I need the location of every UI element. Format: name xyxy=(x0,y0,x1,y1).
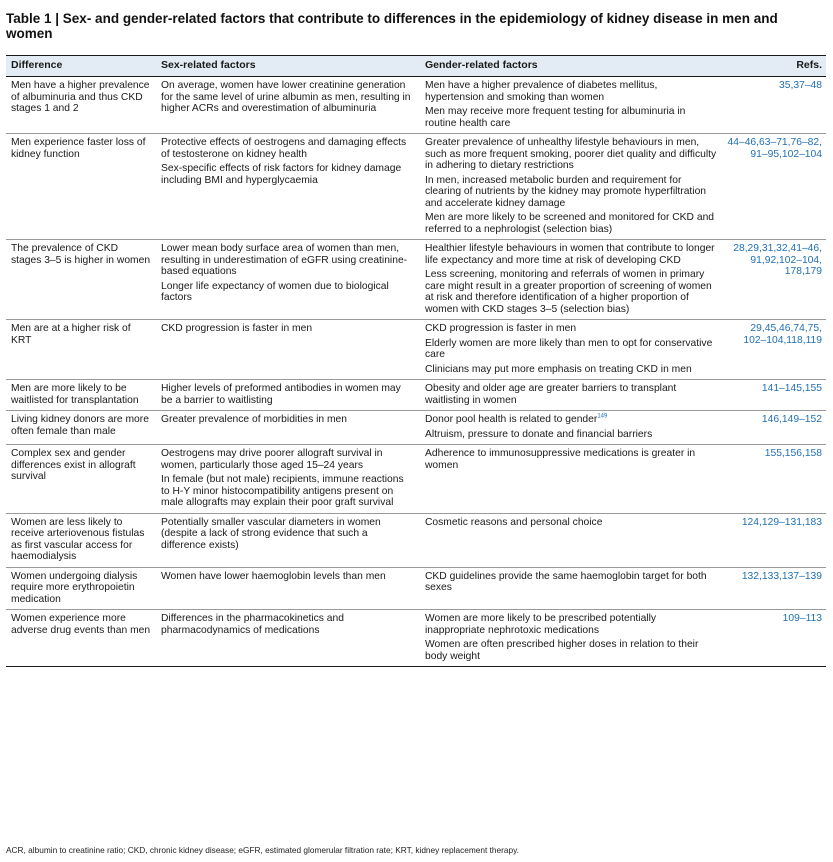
cell-gender-factors xyxy=(420,513,722,567)
gender-factor-item xyxy=(425,338,717,361)
sex-factor-text: CKD progression is faster in men xyxy=(161,323,313,334)
cell-refs-link[interactable]: 141–145,155 xyxy=(722,380,826,411)
gender-factor-text: Clinicians may put more emphasis on treating CKD in men xyxy=(425,363,692,375)
cell-difference: Men experience faster loss of kidney function xyxy=(6,134,156,240)
table-row xyxy=(6,240,826,320)
cell-refs-link[interactable]: 28,29,31,32,41–46, 91,92,102–104, 178,179 xyxy=(722,240,826,320)
table-row xyxy=(6,610,826,667)
cell-gender-factors xyxy=(420,134,722,240)
gender-factor-item xyxy=(425,571,717,594)
gender-factor-text: Men may receive more frequent testing for albuminuria in routine health care xyxy=(425,106,686,129)
table-row xyxy=(6,513,826,567)
gender-factor-item xyxy=(425,137,717,172)
cell-refs-link[interactable]: 124,129–131,183 xyxy=(722,513,826,567)
gender-factor-text: Women are often prescribed higher doses in relation to their body weight xyxy=(425,639,699,662)
sex-factor-text: Oestrogens may drive poorer allograft survival in women, particularly those aged 15–24 years xyxy=(161,448,383,471)
sex-factor-text: Protective effects of oestrogens and damaging effects of testosterone on kidney health xyxy=(161,137,407,160)
table-row xyxy=(6,445,826,514)
sex-factor-item xyxy=(161,448,415,471)
gender-factor-item xyxy=(425,448,717,471)
footnote: ACR, albumin to creatinine ratio; CKD, chronic kidney disease; eGFR, estimated glomerular filtration rate; KRT, kidney replacement therapy. xyxy=(6,845,519,855)
cell-sex-factors xyxy=(156,411,420,445)
gender-factor-item xyxy=(425,517,717,529)
sex-factor-item xyxy=(161,323,415,335)
cell-refs-link[interactable]: 35,37–48 xyxy=(722,77,826,134)
cell-gender-factors xyxy=(420,320,722,380)
cell-refs-link[interactable]: 132,133,137–139 xyxy=(722,567,826,610)
cell-refs-link[interactable]: 29,45,46,74,75, 102–104,118,119 xyxy=(722,320,826,380)
sex-factor-text: Differences in the pharmacokinetics and pharmacodynamics of medications xyxy=(161,613,344,636)
table-title: Table 1 | Sex- and gender-related factors that contribute to differences in the epidemiology of kidney disease in men and women xyxy=(6,11,778,41)
data-table xyxy=(6,55,826,667)
gender-factor-text: In men, increased metabolic burden and requirement for clearing of nutrients by the kidney may promote hyperfiltration and accelerate kidney damage xyxy=(425,174,707,209)
gender-factor-text: Greater prevalence of unhealthy lifestyle behaviours in men, such as more frequent smoking, poorer diet quality and difficulty in adhering to dietary restrictions xyxy=(425,137,717,171)
cell-gender-factors xyxy=(420,411,722,445)
sex-factor-text: Lower mean body surface area of women than men, resulting in underestimation of eGFR using creatinine-based equations xyxy=(161,243,408,277)
cell-gender-factors xyxy=(420,380,722,411)
sex-factor-text: Potentially smaller vascular diameters in women (despite a lack of strong evidence that such a difference exists) xyxy=(161,516,381,551)
gender-factor-item xyxy=(425,323,717,335)
gender-factor-item xyxy=(425,243,717,266)
cell-gender-factors xyxy=(420,445,722,514)
gender-factor-item xyxy=(425,383,717,406)
sex-factor-text: In female (but not male) recipients, immune reactions to H-Y minor histocompatibility antigens present on male allografts may explain their poor graft survival xyxy=(161,474,404,508)
table-row xyxy=(6,380,826,411)
cell-refs-link[interactable]: 44–46,63–71,76–82, 91–95,102–104 xyxy=(722,134,826,240)
gender-factor-item xyxy=(425,613,717,636)
table-body xyxy=(6,77,826,667)
gender-factor-item xyxy=(425,364,717,376)
sex-factor-item xyxy=(161,243,415,278)
cell-difference: Men are more likely to be waitlisted for transplantation xyxy=(6,380,156,411)
gender-factor-text: Altruism, pressure to donate and financial barriers xyxy=(425,428,653,440)
cell-sex-factors xyxy=(156,610,420,667)
table-row xyxy=(6,77,826,134)
gender-factor-text: CKD guidelines provide the same haemoglobin target for both sexes xyxy=(425,570,707,593)
cell-difference: Women are less likely to receive arteriovenous fistulas as first vascular access for haemodialysis xyxy=(6,513,156,567)
table-header xyxy=(6,56,826,77)
sex-factor-item xyxy=(161,80,415,115)
gender-factor-text: Men have a higher prevalence of diabetes mellitus, hypertension and smoking than women xyxy=(425,80,658,103)
sex-factor-item xyxy=(161,383,415,406)
gender-factor-text: Less screening, monitoring and referrals of women in primary care might result in a greater proportion of screening of women at risk and therefore identification of a higher proportion of women with CKD stages 3–5 (selection bias) xyxy=(425,269,712,315)
gender-factor-text: Elderly women are more likely than men to opt for conservative care xyxy=(425,337,713,360)
header-refs: Refs. xyxy=(722,56,826,77)
sex-factor-item xyxy=(161,137,415,160)
gender-factor-text: Men are more likely to be screened and monitored for CKD and referred to a nephrologist (selection bias) xyxy=(425,212,715,235)
cell-sex-factors xyxy=(156,240,420,320)
gender-factor-item xyxy=(425,80,717,103)
gender-factor-item xyxy=(425,414,717,426)
gender-factor-text: Donor pool health is related to gender xyxy=(425,414,598,425)
sex-factor-text: Longer life expectancy of women due to biological factors xyxy=(161,280,389,303)
cell-gender-factors xyxy=(420,240,722,320)
sex-factor-item xyxy=(161,517,415,552)
gender-factor-item xyxy=(425,429,717,441)
gender-factor-item xyxy=(425,106,717,129)
gender-factor-text: Healthier lifestyle behaviours in women that contribute to longer life expectancy and more time at risk of developing CKD xyxy=(425,243,715,266)
gender-factor-item xyxy=(425,269,717,315)
table-row xyxy=(6,320,826,380)
cell-difference: Women experience more adverse drug events than men xyxy=(6,610,156,667)
header-sex-factors: Sex-related factors xyxy=(156,56,420,77)
header-gender-factors: Gender-related factors xyxy=(420,56,722,77)
reference-superscript-link[interactable]: 149 xyxy=(597,413,608,420)
header-difference: Difference xyxy=(6,56,156,77)
cell-sex-factors xyxy=(156,77,420,134)
sex-factor-item xyxy=(161,281,415,304)
sex-factor-item xyxy=(161,474,415,509)
gender-factor-item xyxy=(425,212,717,235)
cell-refs-link[interactable]: 146,149–152 xyxy=(722,411,826,445)
cell-gender-factors xyxy=(420,77,722,134)
sex-factor-item xyxy=(161,163,415,186)
cell-sex-factors xyxy=(156,320,420,380)
cell-difference: Men are at a higher risk of KRT xyxy=(6,320,156,380)
sex-factor-text: On average, women have lower creatinine generation for the same level of urine albumin as men, resulting in higher ACRs and overestimation of albuminuria xyxy=(161,80,411,114)
cell-gender-factors xyxy=(420,610,722,667)
gender-factor-item xyxy=(425,639,717,662)
sex-factor-item xyxy=(161,613,415,636)
cell-difference: Men have a higher prevalence of albuminuria and thus CKD stages 1 and 2 xyxy=(6,77,156,134)
table-row xyxy=(6,134,826,240)
gender-factor-item xyxy=(425,175,717,210)
cell-sex-factors xyxy=(156,445,420,514)
cell-sex-factors xyxy=(156,134,420,240)
gender-factor-text: Cosmetic reasons and personal choice xyxy=(425,516,603,528)
sex-factor-text: Women have lower haemoglobin levels than men xyxy=(161,570,386,582)
sex-factor-text: Greater prevalence of morbidities in men xyxy=(161,414,348,425)
cell-difference: The prevalence of CKD stages 3–5 is higher in women xyxy=(6,240,156,320)
table-row xyxy=(6,567,826,610)
sex-factor-text: Sex-specific effects of risk factors for kidney damage including BMI and hyperglycaemia xyxy=(161,163,402,186)
cell-sex-factors xyxy=(156,380,420,411)
cell-refs-link[interactable]: 155,156,158 xyxy=(722,445,826,514)
cell-difference: Women undergoing dialysis require more erythropoietin medication xyxy=(6,567,156,610)
sex-factor-item xyxy=(161,571,415,583)
cell-sex-factors xyxy=(156,567,420,610)
cell-difference: Complex sex and gender differences exist in allograft survival xyxy=(6,445,156,514)
gender-factor-text: CKD progression is faster in men xyxy=(425,323,577,334)
gender-factor-text: Women are more likely to be prescribed potentially inappropriate nephrotoxic medications xyxy=(425,613,657,636)
cell-gender-factors xyxy=(420,567,722,610)
gender-factor-text: Adherence to immunosuppressive medications is greater in women xyxy=(425,448,696,471)
cell-refs-link[interactable]: 109–113 xyxy=(722,610,826,667)
cell-sex-factors xyxy=(156,513,420,567)
cell-difference: Living kidney donors are more often female than male xyxy=(6,411,156,445)
table-row xyxy=(6,411,826,445)
sex-factor-text: Higher levels of preformed antibodies in women may be a barrier to waitlisting xyxy=(161,383,401,406)
gender-factor-text: Obesity and older age are greater barriers to transplant waitlisting in women xyxy=(425,383,677,406)
sex-factor-item xyxy=(161,414,415,426)
